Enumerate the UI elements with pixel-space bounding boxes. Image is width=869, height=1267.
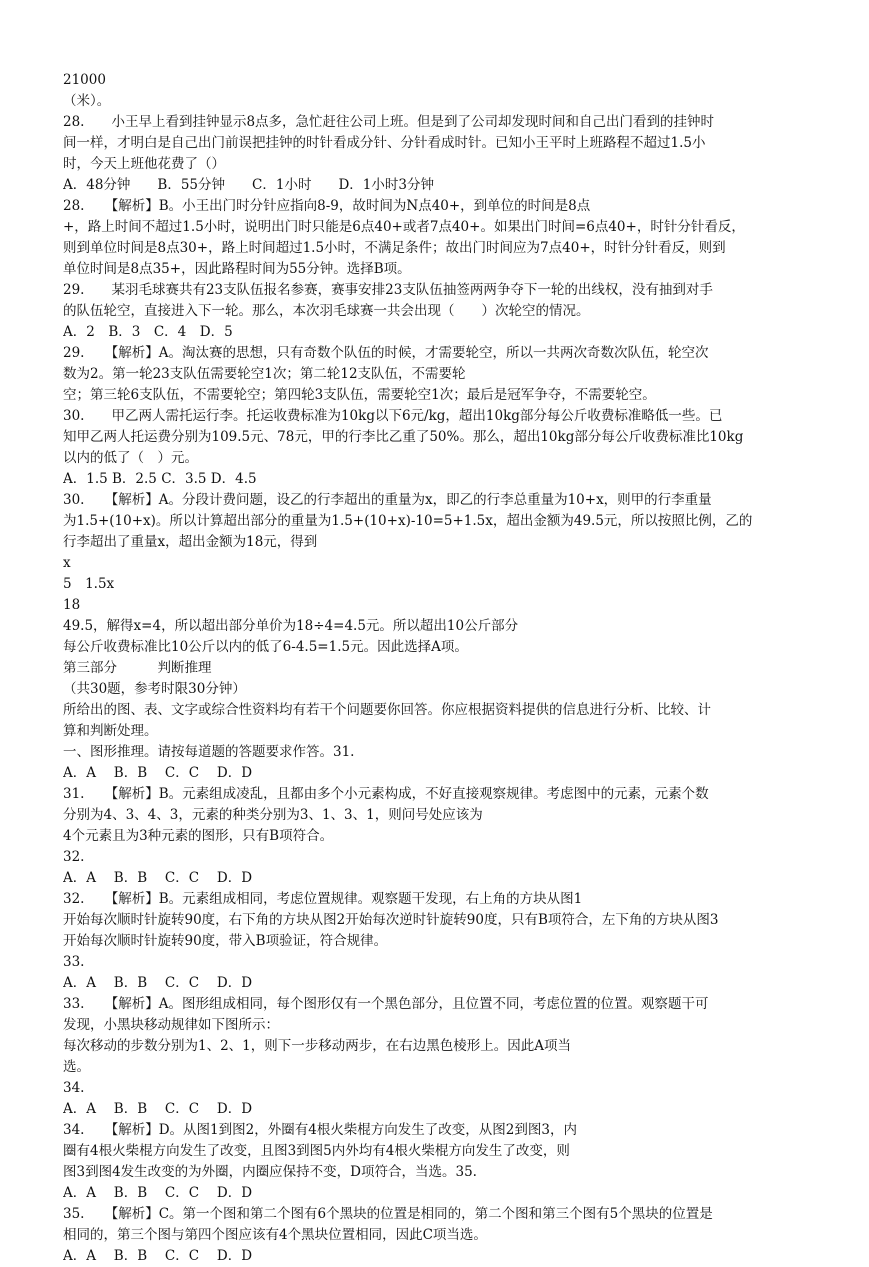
analysis-28-line: 28. 【解析】B。小王出门时分针应指向8-9，故时间为N点40+，到单位的时间是8点 (63, 198, 591, 214)
question-number: 32. (63, 849, 85, 865)
question-28-line: 28. 小王早上看到挂钟显示8点多，急忙赶往公司上班。但是到了公司却发现时间和自己出门看到的挂钟时 (63, 114, 715, 130)
text-line: 选。 (63, 1059, 90, 1075)
text-line: 算和判断处理。 (63, 723, 158, 739)
formula-line: 5 1.5x (63, 576, 115, 592)
options-line: A．A B．B C．C D．D (63, 870, 253, 886)
text-line: 数为2。第一轮23支队伍需要轮空1次；第二轮12支队伍，不需要轮 (63, 366, 466, 382)
section-heading: 第三部分 判断推理 (63, 660, 212, 676)
options-line: A．48分钟 B．55分钟 C．1小时 D．1小时3分钟 (63, 177, 434, 193)
text-line: 4个元素且为3种元素的图形，只有B项符合。 (63, 828, 334, 844)
text-line: 开始每次顺时针旋转90度，带入B项验证，符合规律。 (63, 933, 388, 949)
text-line: 发现，小黑块移动规律如下图所示： (63, 1017, 279, 1033)
options-line: A．A B．B C．C D．D (63, 1185, 253, 1201)
question-number: 33. (63, 954, 85, 970)
options-line: A．A B．B C．C D．D (63, 975, 253, 991)
analysis-33-line: 33. 【解析】A。图形组成相同，每个图形仅有一个黑色部分，且位置不同，考虑位置的位置。观察题干可 (63, 996, 709, 1012)
analysis-32-line: 32. 【解析】B。元素组成相同，考虑位置规律。观察题干发现，右上角的方块从图1 (63, 891, 583, 907)
analysis-34-line: 34. 【解析】D。从图1到图2，外圈有4根火柴棍方向发生了改变，从图2到图3，内 (63, 1122, 577, 1138)
text-line: 每次移动的步数分别为1、2、1，则下一步移动两步，在右边黑色棱形上。因此A项当 (63, 1038, 572, 1054)
text-line: 所给出的图、表、文字或综合性资料均有若干个问题要你回答。你应根据资料提供的信息进行分析、比较、计 (63, 702, 711, 718)
text-line: 知甲乙两人托运费分别为109.5元、78元，甲的行李比乙重了50%。那么，超出10kg部分每公斤收费标准比10kg (63, 429, 744, 445)
text-line: 相同的，第三个图与第四个图应该有4个黑块位置相同，因此C项当选。 (63, 1227, 487, 1243)
document-page (63, 70, 808, 1267)
text-line: 空；第三轮6支队伍，不需要轮空；第四轮3支队伍，需要轮空1次；最后是冠军争夺，不需要轮空。 (63, 387, 656, 403)
text-line: 的队伍轮空，直接进入下一轮。那么，本次羽毛球赛一共会出现（ ）次轮空的情况。 (63, 303, 590, 319)
analysis-30-line: 30. 【解析】A。分段计费问题，设乙的行李超出的重量为x，即乙的行李总重量为10+x，则甲的行李重量 (63, 492, 712, 508)
options-line: A．A B．B C．C D．D (63, 1248, 253, 1264)
formula-line: x (63, 555, 71, 571)
text-line: 间一样，才明白是自己出门前误把挂钟的时针看成分针、分针看成时针。已知小王平时上班路程不超过1.5小 (63, 135, 706, 151)
text-line: 21000 (63, 72, 106, 88)
text-line: 则到单位时间是8点30+，路上时间超过1.5小时，不满足条件；故出门时间应为7点40+，时针分针看反，则到 (63, 240, 726, 256)
options-line: A．A B．B C．C D．D (63, 765, 253, 781)
question-number: 34. (63, 1080, 85, 1096)
analysis-35-line: 35. 【解析】C。第一个图和第二个图有6个黑块的位置是相同的，第二个图和第三个图有5个黑块的位置是 (63, 1206, 713, 1222)
analysis-29-line: 29. 【解析】A。淘汰赛的思想，只有奇数个队伍的时候，才需要轮空，所以一共两次奇数次队伍，轮空次 (63, 345, 709, 361)
formula-line: 18 (63, 597, 81, 613)
text-line: 行李超出了重量x，超出金额为18元，得到 (63, 534, 318, 550)
text-line: 以内的低了（ ）元。 (63, 450, 198, 466)
text-line: 时，今天上班他花费了（） (63, 156, 225, 172)
text-line: 圈有4根火柴棍方向发生了改变，且图3到图5内外均有4根火柴棍方向发生了改变，则 (63, 1143, 570, 1159)
analysis-31-line: 31. 【解析】B。元素组成凌乱，且都由多个小元素构成，不好直接观察规律。考虑图中的元素，元素个数 (63, 786, 709, 802)
options-line: A．2 B．3 C．4 D．5 (63, 324, 233, 340)
text-line: 单位时间是8点35+，因此路程时间为55分钟。选择B项。 (63, 261, 411, 277)
question-30-line: 30. 甲乙两人需托运行李。托运收费标准为10kg以下6元/kg，超出10kg部分每公斤收费标准略低一些。已 (63, 408, 723, 424)
text-line: 为1.5+(10+x)。所以计算超出部分的重量为1.5+(10+x)-10=5+1.5x，超出金额为49.5元，所以按照比例，乙的 (63, 513, 753, 529)
text-line: 每公斤收费标准比10公斤以内的低了6-4.5=1.5元。因此选择A项。 (63, 639, 468, 655)
text-line: （米）。 (63, 93, 111, 109)
section-note: （共30题，参考时限30分钟） (63, 681, 246, 697)
subsection-heading: 一、图形推理。请按每道题的答题要求作答。31. (63, 744, 355, 760)
text-line: 49.5，解得x=4，所以超出部分单价为18÷4=4.5元。所以超出10公斤部分 (63, 618, 519, 634)
text-line: 开始每次顺时针旋转90度，右下角的方块从图2开始每次逆时针旋转90度，只有B项符合，左下角的方块从图3 (63, 912, 719, 928)
text-line: +，路上时间不超过1.5小时，说明出门时只能是6点40+或者7点40+。如果出门时间=6点40+，时针分针看反， (63, 219, 745, 235)
options-line: A．A B．B C．C D．D (63, 1101, 253, 1117)
text-line: 图3到图4发生改变的为外圈，内圈应保持不变，D项符合，当选。35. (63, 1164, 477, 1180)
question-29-line: 29. 某羽毛球赛共有23支队伍报名参赛，赛事安排23支队伍抽签两两争夺下一轮的出线权，没有抽到对手 (63, 282, 713, 298)
text-line: 分别为4、3、4、3，元素的种类分别为3、1、3、1，则问号处应该为 (63, 807, 483, 823)
options-line: A．1.5 B．2.5 C．3.5 D．4.5 (63, 471, 257, 487)
